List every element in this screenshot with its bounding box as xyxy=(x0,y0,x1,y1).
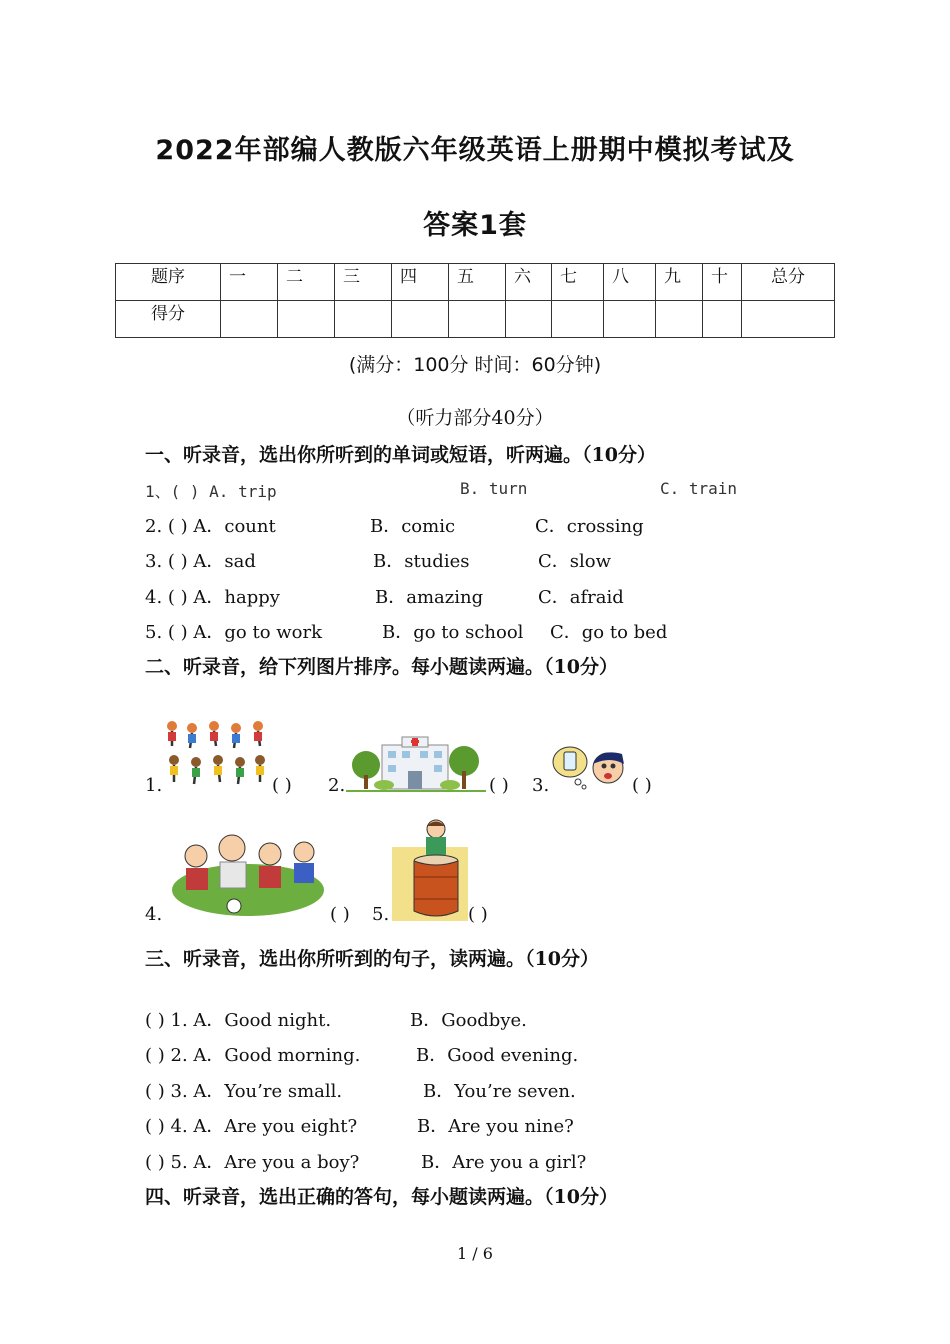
option-b: B．go to school xyxy=(382,622,524,643)
section-4-heading: 四、听录音，选出正确的答句，每小题读两遍。（10分） xyxy=(145,1186,618,1208)
score-table-header-cell: 三 xyxy=(335,264,392,301)
option-b: B. turn xyxy=(460,479,528,498)
score-table-header-cell: 六 xyxy=(506,264,552,301)
picture-bracket-1[interactable]: ( ) xyxy=(272,775,292,796)
option-a: ( ) 4. A．Are you eight? xyxy=(145,1116,358,1137)
score-table-header-cell: 总分 xyxy=(742,264,835,301)
boy-on-drum-picture xyxy=(392,817,468,921)
score-input-cell[interactable] xyxy=(552,301,604,338)
score-input-cell[interactable] xyxy=(506,301,552,338)
hospital-picture xyxy=(346,733,486,793)
football-players-picture xyxy=(170,828,326,920)
picture-label-5: 5. xyxy=(372,904,390,925)
score-table-header-cell: 二 xyxy=(278,264,335,301)
thirsty-boy-picture xyxy=(550,742,628,790)
question-3-3 xyxy=(145,1077,576,1103)
option-a: 2. ( ) A．count xyxy=(145,516,276,537)
option-b: B．Goodbye. xyxy=(410,1010,527,1031)
option-a: 4. ( ) A．happy xyxy=(145,587,280,608)
score-input-cell[interactable] xyxy=(278,301,335,338)
picture-label-4: 4. xyxy=(145,904,163,925)
score-input-cell[interactable] xyxy=(392,301,449,338)
option-b: B．You’re seven. xyxy=(423,1081,576,1102)
option-b: B．comic xyxy=(370,516,456,537)
score-input-cell[interactable] xyxy=(604,301,656,338)
score-input-cell[interactable] xyxy=(449,301,506,338)
option-c: C. train xyxy=(660,479,738,498)
question-1-2 xyxy=(145,512,644,538)
option-c: C．slow xyxy=(538,551,612,572)
score-table-row-label: 得分 xyxy=(116,301,221,338)
option-c: C．afraid xyxy=(538,587,624,608)
score-input-cell[interactable] xyxy=(335,301,392,338)
option-a: 3. ( ) A．sad xyxy=(145,551,256,572)
question-3-1 xyxy=(145,1006,527,1032)
option-b: B．amazing xyxy=(375,587,484,608)
section-2-heading: 二、听录音，给下列图片排序。每小题读两遍。（10分） xyxy=(145,656,618,678)
option-a: ( ) 5. A．Are you a boy? xyxy=(145,1152,360,1173)
score-table-score-row xyxy=(116,301,835,338)
question-1-4 xyxy=(145,583,624,609)
score-table-header-cell: 十 xyxy=(703,264,742,301)
document-title-line2: 答案1套 xyxy=(423,210,527,241)
score-input-cell[interactable] xyxy=(221,301,278,338)
score-input-cell[interactable] xyxy=(742,301,835,338)
score-table-header-cell: 五 xyxy=(449,264,506,301)
option-b: B．Are you a girl? xyxy=(421,1152,587,1173)
question-1-1 xyxy=(145,479,738,502)
score-table-header-row xyxy=(116,264,835,301)
option-c: C．crossing xyxy=(535,516,644,537)
score-table xyxy=(115,263,835,338)
score-table-header-cell: 四 xyxy=(392,264,449,301)
document-title-line1: 2022年部编人教版六年级英语上册期中模拟考试及 xyxy=(155,135,795,166)
option-c: C．go to bed xyxy=(550,622,668,643)
option-a: ( ) 1. A．Good night. xyxy=(145,1010,332,1031)
question-1-5 xyxy=(145,618,668,644)
picture-bracket-3[interactable]: ( ) xyxy=(632,775,652,796)
score-table-header-cell: 一 xyxy=(221,264,278,301)
full-marks-info: (满分：100分 时间：60分钟) xyxy=(348,354,602,376)
score-table-header-cell: 题序 xyxy=(116,264,221,301)
score-table-header-cell: 九 xyxy=(656,264,703,301)
picture-bracket-4[interactable]: ( ) xyxy=(330,904,350,925)
score-input-cell[interactable] xyxy=(656,301,703,338)
score-table-header-cell: 七 xyxy=(552,264,604,301)
question-3-5 xyxy=(145,1148,587,1174)
picture-label-1: 1. xyxy=(145,775,163,796)
option-b: B．Are you nine? xyxy=(417,1116,574,1137)
listening-part-label: （听力部分40分） xyxy=(396,407,554,429)
dancing-children-picture xyxy=(162,718,270,790)
question-1-3 xyxy=(145,547,612,573)
section-3-heading: 三、听录音，选出你所听到的句子，读两遍。（10分） xyxy=(145,948,599,970)
option-b: B．Good evening. xyxy=(416,1045,579,1066)
picture-label-3: 3. xyxy=(532,775,550,796)
question-3-2 xyxy=(145,1041,579,1067)
option-a: ( ) 2. A．Good morning. xyxy=(145,1045,361,1066)
option-b: B．studies xyxy=(373,551,470,572)
option-a: 5. ( ) A．go to work xyxy=(145,622,323,643)
picture-bracket-5[interactable]: ( ) xyxy=(468,904,488,925)
page-number: 1 / 6 xyxy=(457,1244,493,1263)
question-3-4 xyxy=(145,1112,574,1138)
score-input-cell[interactable] xyxy=(703,301,742,338)
option-a: 1、( ) A. trip xyxy=(145,482,277,501)
picture-label-2: 2. xyxy=(328,775,346,796)
section-1-heading: 一、听录音，选出你所听到的单词或短语，听两遍。（10分） xyxy=(145,444,656,466)
picture-bracket-2[interactable]: ( ) xyxy=(489,775,509,796)
option-a: ( ) 3. A．You’re small. xyxy=(145,1081,343,1102)
score-table-header-cell: 八 xyxy=(604,264,656,301)
